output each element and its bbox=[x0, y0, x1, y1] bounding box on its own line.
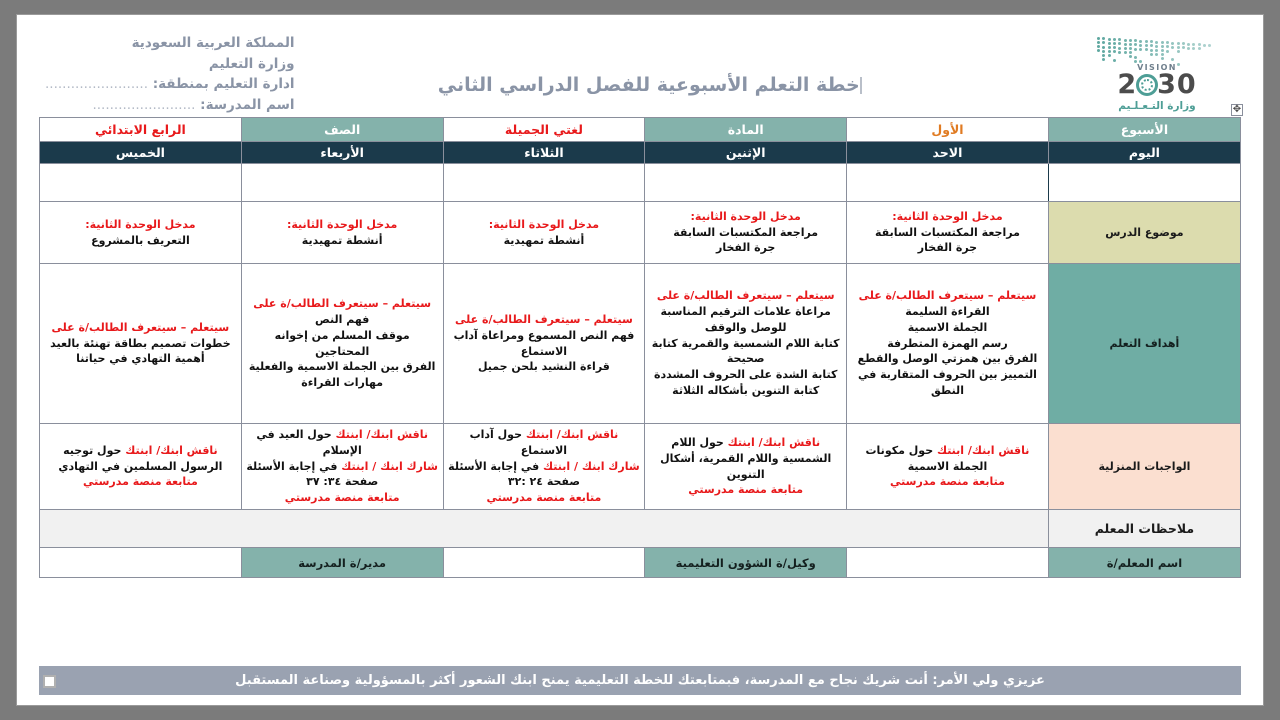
homework-line: ناقش ابنك/ ابنتك حول آداب الاستماع bbox=[469, 428, 619, 457]
homework-action: متابعة منصة مدرستي bbox=[688, 483, 804, 497]
logo-vision-word: VISION bbox=[1137, 63, 1177, 72]
table-row-learning-goals bbox=[40, 264, 1241, 424]
topic-line: التعريف بالمشروع bbox=[91, 233, 190, 247]
region-line bbox=[45, 74, 295, 95]
row-label-day: اليوم bbox=[1048, 142, 1240, 164]
goals-cell[interactable] bbox=[847, 264, 1049, 424]
row-label-topic: موضوع الدرس bbox=[1048, 202, 1240, 264]
goals-heading: سيتعلم – سيتعرف الطالب/ة على bbox=[455, 312, 633, 326]
signature-blank[interactable] bbox=[443, 548, 645, 578]
ministry-identification-block bbox=[45, 33, 295, 115]
row-label-homework: الواجبات المنزلية bbox=[1048, 424, 1240, 510]
goal-item: رسم الهمزة المتطرفة bbox=[887, 336, 1008, 350]
table-resize-handle[interactable] bbox=[43, 675, 56, 688]
topic-line: أنشطة تمهيدية bbox=[301, 233, 383, 247]
goals-cell[interactable] bbox=[443, 264, 645, 424]
goal-item: مهارات القراءة bbox=[301, 376, 384, 390]
spacer-cell bbox=[1048, 164, 1240, 202]
school-label: اسم المدرسة: bbox=[200, 96, 295, 113]
logo-dot-pattern bbox=[1097, 37, 1217, 63]
homework-action: ناقش ابنك/ ابنتك bbox=[727, 435, 821, 449]
homework-action: متابعة منصة مدرستي bbox=[284, 491, 400, 505]
spacer-cell bbox=[40, 164, 242, 202]
topic-line: جرة الفخار bbox=[716, 241, 776, 255]
goals-heading: سيتعلم – سيتعرف الطالب/ة على bbox=[858, 288, 1037, 302]
homework-action: ناقش ابنك/ ابنتك bbox=[936, 443, 1030, 457]
table-move-handle[interactable]: ✥ bbox=[1232, 104, 1242, 115]
topic-heading: مدخل الوحدة الثانية: bbox=[286, 217, 398, 231]
topic-line: مراجعة المكتسبات السابقة bbox=[673, 225, 819, 239]
homework-action: ناقش ابنك/ ابنتك bbox=[335, 428, 428, 441]
table-row-homework bbox=[40, 424, 1241, 510]
ministry-line: وزارة التعليم bbox=[208, 55, 295, 72]
goal-item: الجملة الاسمية bbox=[907, 320, 988, 334]
goal-item: القراءة السليمة bbox=[905, 304, 990, 318]
goal-item: فهم النص bbox=[315, 312, 370, 326]
homework-line: ناقش ابنك/ ابنتك حول اللام الشمسية واللام القمرية، أشكال التنوين bbox=[660, 435, 832, 481]
row-label-teacher-name: اسم المعلم/ة bbox=[1048, 548, 1240, 578]
table-row-week bbox=[40, 118, 1241, 142]
logo-gear-icon bbox=[1136, 74, 1158, 96]
logo-ministry-subtitle: وزارة التـعـلـيم bbox=[1118, 99, 1196, 112]
goal-item: أهمية التهادي في حياتنا bbox=[76, 352, 205, 366]
goal-item: كتابة اللام الشمسية والقمرية كتابة صحيحة bbox=[651, 336, 840, 366]
day-sunday: الاحد bbox=[847, 142, 1049, 164]
topic-cell[interactable] bbox=[443, 202, 645, 264]
page-title-text: خطة التعلم الأسبوعية للفصل الدراسي الثاني bbox=[437, 74, 860, 96]
region-label: ادارة التعليم بمنطقة: bbox=[152, 76, 295, 93]
signature-principal: مدير/ة المدرسة bbox=[241, 548, 443, 578]
topic-line: مراجعة المكتسبات السابقة bbox=[875, 225, 1020, 239]
row-label-week: الأسبوع bbox=[1048, 118, 1240, 142]
goals-cell[interactable] bbox=[241, 264, 443, 424]
document-page bbox=[16, 14, 1264, 706]
homework-action: شارك ابنك / ابنتك bbox=[341, 459, 438, 473]
goal-item: الفرق بين الجملة الاسمية والفعلية bbox=[248, 360, 436, 374]
week-value: الأول bbox=[847, 118, 1049, 142]
vision-2030-logo bbox=[1091, 37, 1223, 112]
table-row-teacher-notes bbox=[40, 510, 1241, 548]
table-row-lesson-topic bbox=[40, 202, 1241, 264]
topic-heading: مدخل الوحدة الثانية: bbox=[892, 210, 1003, 224]
homework-line: ناقش ابنك/ ابنتك حول مكونات الجملة الاسمية bbox=[865, 443, 1030, 473]
day-monday: الإثنين bbox=[645, 142, 847, 164]
text-cursor-caret bbox=[860, 77, 862, 94]
table-row-spacer bbox=[40, 164, 1241, 202]
homework-cell[interactable] bbox=[645, 424, 847, 510]
notes-input-area[interactable] bbox=[40, 510, 1049, 548]
signature-blank[interactable] bbox=[40, 548, 242, 578]
topic-cell[interactable] bbox=[241, 202, 443, 264]
weekly-plan-table bbox=[39, 117, 1241, 578]
spacer-cell bbox=[443, 164, 645, 202]
topic-heading: مدخل الوحدة الثانية: bbox=[85, 217, 196, 231]
homework-action: ناقش ابنك/ ابنتك bbox=[125, 443, 218, 457]
day-tuesday: الثلاثاء bbox=[443, 142, 645, 164]
homework-cell[interactable] bbox=[40, 424, 242, 510]
topic-line: أنشطة تمهيدية bbox=[503, 233, 585, 247]
spacer-cell bbox=[847, 164, 1049, 202]
goals-cell[interactable] bbox=[40, 264, 242, 424]
homework-line bbox=[246, 490, 439, 506]
topic-cell[interactable] bbox=[40, 202, 242, 264]
homework-line: شارك ابنك / ابنتك في إجابة الأسئلة صفحة ٣٤: ٣٧ bbox=[246, 459, 438, 489]
homework-line: ناقش ابنك/ ابنتك حول توجيه الرسول المسلمين في التهادي bbox=[58, 443, 223, 473]
homework-action: متابعة منصة مدرستي bbox=[486, 491, 602, 505]
topic-cell[interactable] bbox=[645, 202, 847, 264]
homework-action: شارك ابنك / ابنتك bbox=[543, 459, 640, 473]
page-title bbox=[438, 74, 870, 96]
subject-value: لغتي الجميلة bbox=[443, 118, 645, 142]
homework-line bbox=[649, 482, 842, 498]
homework-line: ناقش ابنك/ ابنتك حول العيد في الإسلام bbox=[256, 428, 428, 457]
homework-cell[interactable] bbox=[443, 424, 645, 510]
table-row-signatures bbox=[40, 548, 1241, 578]
spacer-cell bbox=[645, 164, 847, 202]
goal-item: فهم النص المسموع ومراعاة آداب الاستماع bbox=[453, 328, 635, 358]
parent-message-banner: عزيزي ولي الأمر: أنت شريك نجاح مع المدرسة، فبمتابعتك للخطة التعليمية يمنح ابنك الشعور أكثر بالمسؤولية وصناعة المستقبل bbox=[39, 666, 1241, 695]
logo-2030-number: 2 30 bbox=[1117, 69, 1197, 100]
footer-zone bbox=[35, 666, 1245, 705]
homework-cell[interactable] bbox=[241, 424, 443, 510]
topic-cell[interactable] bbox=[847, 202, 1049, 264]
goals-heading: سيتعلم – سيتعرف الطالب/ة على bbox=[656, 288, 835, 302]
day-thursday: الخميس bbox=[40, 142, 242, 164]
document-header bbox=[35, 25, 1245, 117]
homework-cell[interactable] bbox=[847, 424, 1049, 510]
signature-blank[interactable] bbox=[847, 548, 1049, 578]
school-line bbox=[45, 95, 295, 116]
homework-action: متابعة منصة مدرستي bbox=[890, 475, 1005, 489]
row-label-notes: ملاحظات المعلم bbox=[1048, 510, 1240, 548]
grade-label: الصف bbox=[241, 118, 443, 142]
goal-item: كتابة الشدة على الحروف المشددة bbox=[653, 368, 838, 382]
table-row-days bbox=[40, 142, 1241, 164]
school-dots: ........................ bbox=[92, 96, 196, 113]
goals-heading: سيتعلم – سيتعرف الطالب/ة على bbox=[253, 296, 432, 310]
goal-item: الفرق بين همزتي الوصل والقطع bbox=[857, 352, 1038, 366]
topic-heading: مدخل الوحدة الثانية: bbox=[488, 217, 600, 231]
goals-cell[interactable] bbox=[645, 264, 847, 424]
spacer-cell bbox=[241, 164, 443, 202]
homework-line bbox=[851, 474, 1044, 490]
goal-item: مراعاة علامات الترقيم المناسبة للوصل والوقف bbox=[660, 304, 831, 334]
subject-label: المادة bbox=[645, 118, 847, 142]
goals-heading: سيتعلم – سيتعرف الطالب/ة على bbox=[51, 320, 230, 334]
homework-action: ناقش ابنك/ ابنتك bbox=[525, 428, 619, 441]
grade-value: الرابع الابتدائي bbox=[40, 118, 242, 142]
goal-item: كتابة التنوين بأشكاله الثلاثة bbox=[672, 384, 820, 398]
region-dots: ........................ bbox=[45, 76, 148, 93]
goal-item: قراءة النشيد بلحن جميل bbox=[477, 360, 610, 374]
row-label-goals: أهداف التعلم bbox=[1048, 264, 1240, 424]
homework-line bbox=[44, 474, 237, 490]
kingdom-line: المملكة العربية السعودية bbox=[131, 35, 295, 51]
topic-line: جرة الفخار bbox=[917, 241, 978, 255]
signature-deputy: وكيل/ة الشؤون التعليمية bbox=[645, 548, 847, 578]
homework-line: شارك ابنك / ابنتك في إجابة الأسئلة صفحة ٢٤ :٣٢ bbox=[448, 459, 640, 489]
goal-item: التمييز بين الحروف المتقاربة في النطق bbox=[857, 368, 1037, 398]
goal-item: خطوات تصميم بطاقة تهنئة بالعيد bbox=[50, 336, 231, 350]
goal-item: موقف المسلم من إخوانه المحتاجين bbox=[274, 328, 410, 358]
day-wednesday: الأربعاء bbox=[241, 142, 443, 164]
topic-heading: مدخل الوحدة الثانية: bbox=[690, 210, 801, 224]
homework-action: متابعة منصة مدرستي bbox=[82, 475, 198, 489]
homework-line bbox=[448, 490, 641, 506]
